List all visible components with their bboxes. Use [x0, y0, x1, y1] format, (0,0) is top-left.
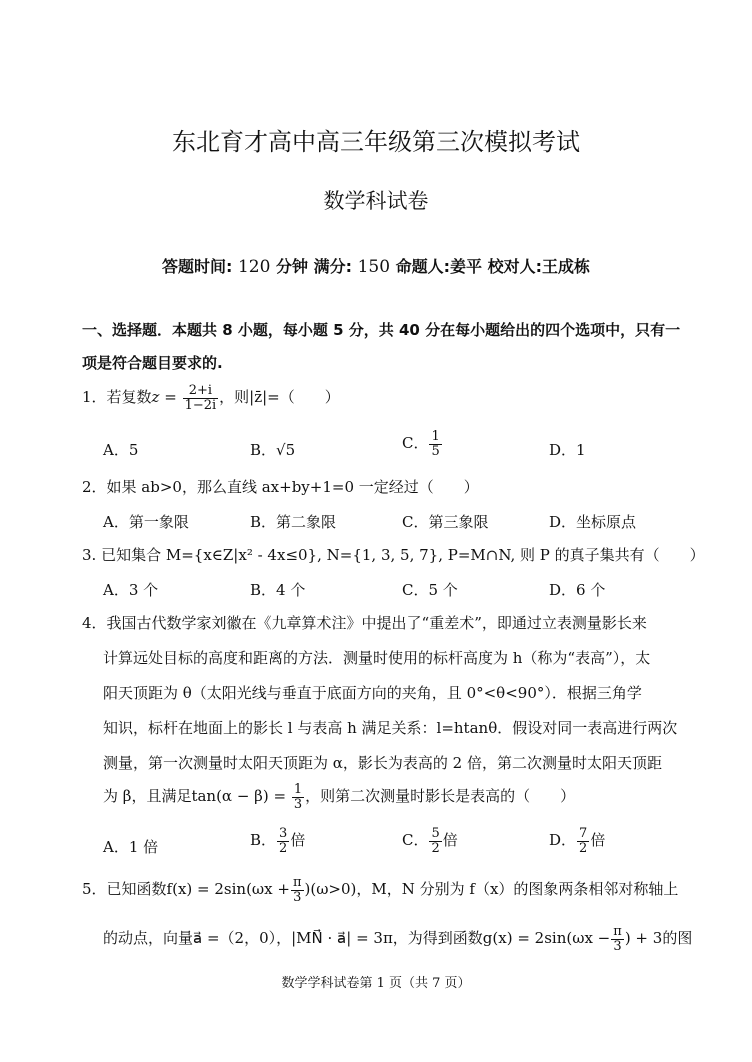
q2-option-d: D．坐标原点 [549, 513, 637, 531]
q4-option-c-fraction [429, 827, 441, 855]
q2-option-a: A．第一象限 [103, 513, 189, 531]
q1-option-c [402, 430, 443, 458]
q4-option-c [402, 827, 458, 855]
q1-fraction [183, 384, 219, 412]
q4-option-d-label: D． [549, 831, 577, 850]
exam-title: 东北育才高中高三年级第三次模拟考试 [172, 128, 580, 156]
q4-b-den: 2 [279, 840, 288, 856]
q4-d-num: 7 [579, 826, 588, 841]
q1-stem-post: ，则|z̄|=（ ） [219, 388, 340, 407]
q1-stem-pre: 1．若复数 [82, 388, 152, 407]
q1-c-den: 5 [431, 443, 440, 459]
time-label: 答题时间: [161, 257, 233, 276]
q1-frac-den: 1−2i [184, 397, 217, 413]
q3-option-c: C．5 个 [402, 581, 458, 599]
q4-option-c-unit: 倍 [442, 831, 458, 850]
q4-option-b [250, 827, 305, 855]
q4-last-post: ，则第二次测量时影长是表高的（ ） [305, 787, 576, 806]
q1-option-a: A．5 [103, 441, 139, 459]
q4-line-5: 测量，第一次测量时太阳天顶距为 α，影长为表高的 2 倍，第二次测量时太阳天顶距 [103, 754, 662, 772]
q3-option-d: D．6 个 [549, 581, 606, 599]
q5-line1-num: π [292, 875, 302, 890]
q5-line1-post: )(ω>0)，M，N 分别为 f（x）的图象两条相邻对称轴上 [304, 880, 679, 899]
q5-line-1 [82, 876, 678, 904]
q5-line2-num: π [613, 924, 622, 939]
q4-line-4: 知识，标杆在地面上的影长 l 与表高 h 满足关系：l=htanθ．假设对同一表高进行两次 [103, 719, 678, 737]
q4-c-num: 5 [431, 826, 440, 841]
q4-option-a: A．1 倍 [103, 838, 159, 856]
q5-line2-fraction [611, 925, 624, 953]
q4-option-b-label: B． [250, 831, 277, 850]
q3-option-a: A．3 个 [103, 581, 159, 599]
q1-c-num: 1 [431, 429, 440, 444]
section-heading-line2: 项是符合题目要求的. [82, 354, 223, 372]
q4-line-1: 4．我国古代数学家刘徽在《九章算术注》中提出了“重差术”，即通过立表测量影长来 [82, 614, 647, 632]
q1-frac-num: 2+i [183, 384, 219, 399]
q4-last-pre: 为 β，且满足tan(α − β) = [103, 787, 287, 806]
q4-line-2: 计算远处目标的高度和距离的方法．测量时使用的标杆高度为 h（称为“表高”），太 [103, 649, 651, 667]
page-footer: 数学学科试卷第 1 页（共 7 页） [281, 976, 471, 991]
q4-option-b-fraction [277, 827, 289, 855]
q1-option-c-label: C． [402, 434, 429, 453]
q2-option-b: B．第二象限 [250, 513, 337, 531]
q5-line2-pre: 的动点，向量a⃗ =（2，0），|MN⃗ · a⃗| = 3π，为得到函数g(x) = 2sin(ωx − [103, 929, 611, 948]
score-label: 满分: [313, 257, 352, 276]
q5-line2-den: 3 [613, 938, 622, 954]
q4-last-den: 3 [293, 796, 303, 812]
time-unit: 分钟 [276, 257, 309, 276]
q4-line-6 [103, 783, 575, 811]
section-heading-line1: 一、选择题．本题共 8 小题，每小题 5 分，共 40 分在每小题给出的四个选项中，只有一 [82, 321, 681, 339]
q5-line-2 [103, 925, 692, 953]
question-3-stem: 3. 已知集合 M={x∈Z|x² - 4x≤0}, N={1, 3, 5, 7}, P=M∩N, 则 P 的真子集共有（ ） [82, 546, 705, 564]
q5-line2-post: ) + 3的图 [624, 929, 693, 948]
exam-info-line [0, 254, 752, 277]
q4-last-fraction [292, 783, 304, 811]
q4-option-d-unit: 倍 [590, 831, 606, 850]
q4-d-den: 2 [579, 840, 588, 856]
q1-option-d: D．1 [549, 441, 586, 459]
q2-option-c: C．第三象限 [402, 513, 489, 531]
q1-option-b: B．√5 [250, 441, 296, 459]
q4-option-d [549, 827, 605, 855]
exam-subtitle: 数学科试卷 [323, 189, 429, 213]
q4-option-d-fraction [577, 827, 589, 855]
q5-line1-pre: 5．已知函数f(x) = 2sin(ωx + [82, 880, 290, 899]
q1-option-c-fraction [429, 430, 441, 458]
q4-line-3: 阳天顶距为 θ（太阳光线与垂直于底面方向的夹角，且 0°<θ<90°）．根据三角学 [103, 684, 642, 702]
time-value: 120 [237, 257, 271, 277]
q5-line1-fraction [291, 876, 304, 904]
author: 命题人:姜平 [395, 257, 483, 276]
q4-option-b-unit: 倍 [290, 831, 306, 850]
question-1-stem: 1．若复数z = $\frac{2+i}{1-2i}$ ，则|z̄|=（ ） [82, 383, 340, 413]
question-2-stem: 2．如果 ab>0，那么直线 ax+by+1=0 一定经过（ ） [82, 478, 479, 496]
q4-option-c-label: C． [402, 831, 429, 850]
q4-last-num: 1 [293, 782, 303, 797]
q3-option-b: B．4 个 [250, 581, 306, 599]
score-value: 150 [357, 257, 391, 277]
q4-c-den: 2 [431, 840, 440, 856]
q4-b-num: 3 [279, 826, 288, 841]
checker: 校对人:王成栋 [487, 257, 590, 276]
q5-line1-den: 3 [293, 889, 302, 905]
